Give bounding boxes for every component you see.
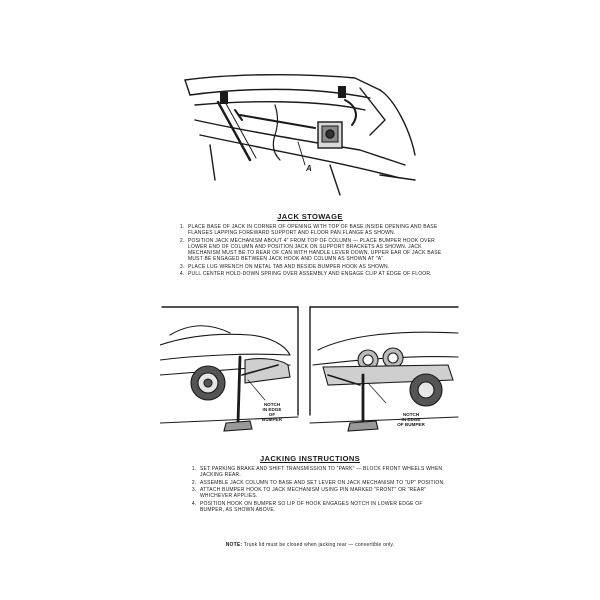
jacking-instructions-heading: JACKING INSTRUCTIONS xyxy=(259,454,361,463)
jack-stowage-heading: JACK STOWAGE xyxy=(277,212,343,221)
jacking-step-3: 3. ATTACH BUMPER HOOK TO JACK MECHANISM USING PIN MARKED "FRONT" OR "REAR" WHICHEVER APPLIES. xyxy=(198,487,448,499)
jacking-step-4: 4. POSITION HOOK ON BUMPER SO LIP OF HOOK ENGAGES NOTCH IN LOWER EDGE OF BUMPER, AS SHOWN ABOVE. xyxy=(198,501,448,513)
callout-a-label: A xyxy=(306,164,312,173)
stowage-step-4: 4. PULL CENTER HOLD-DOWN SPRING OVER ASSEMBLY AND ENGAGE CLIP AT EDGE OF FLOOR. xyxy=(186,271,448,277)
stowage-steps-list xyxy=(176,224,448,278)
stowage-step-2: 2. POSITION JACK MECHANISM ABOUT 4" FROM TOP OF COLUMN — PLACE BUMPER HOOK OVER LOWER END OF COLUMN AND POSITION JACK ON SUPPORT BRACKETS AS SHOWN. JACK MECHANISM MUST BE TO REAR OF CAN WITH HANDLE LEVER DOWN. UPPER EAR OF JACK BASE MUST BE ENGAGED BETWEEN JACK HOOK AND COLUMN AS SHOWN AT "A". xyxy=(186,238,448,263)
front-jacking-illustration xyxy=(308,305,460,440)
jacking-step-1: 1. SET PARKING BRAKE AND SHIFT TRANSMISSION TO "PARK" — BLOCK FRONT WHEELS WHEN JACKING REAR. xyxy=(198,466,448,478)
instruction-sheet xyxy=(160,60,460,565)
jacking-steps-list xyxy=(188,466,448,514)
right-notch-callout: NOTCH IN EDGE OF BUMPER xyxy=(397,412,425,427)
note-text: Trunk lid must be closed when jacking rear — convertible only. xyxy=(243,542,395,548)
stowage-step-1: 1. PLACE BASE OF JACK IN CORNER OF OPENING WITH TOP OF BASE INSIDE OPENING AND BASE FLANGES LAPPING FOREWARD SUPPORT AND FLOOR PAN FLANGE AS SHOWN. xyxy=(186,224,448,236)
note-label: NOTE: xyxy=(225,542,243,548)
hinge-bracket xyxy=(220,92,228,104)
jacking-step-2: 2. ASSEMBLE JACK COLUMN TO BASE AND SET LEVER ON JACK MECHANISM TO "UP" POSITION. xyxy=(198,480,448,486)
trunk-stowage-illustration xyxy=(180,60,420,200)
stowage-step-3: 3. PLACE LUG WRENCH ON METAL TAB AND BESIDE BUMPER HOOK AS SHOWN. xyxy=(186,264,448,270)
left-notch-callout: NOTCH IN EDGE OF BUMPER xyxy=(262,402,282,422)
trunk-lid-note xyxy=(160,542,460,548)
